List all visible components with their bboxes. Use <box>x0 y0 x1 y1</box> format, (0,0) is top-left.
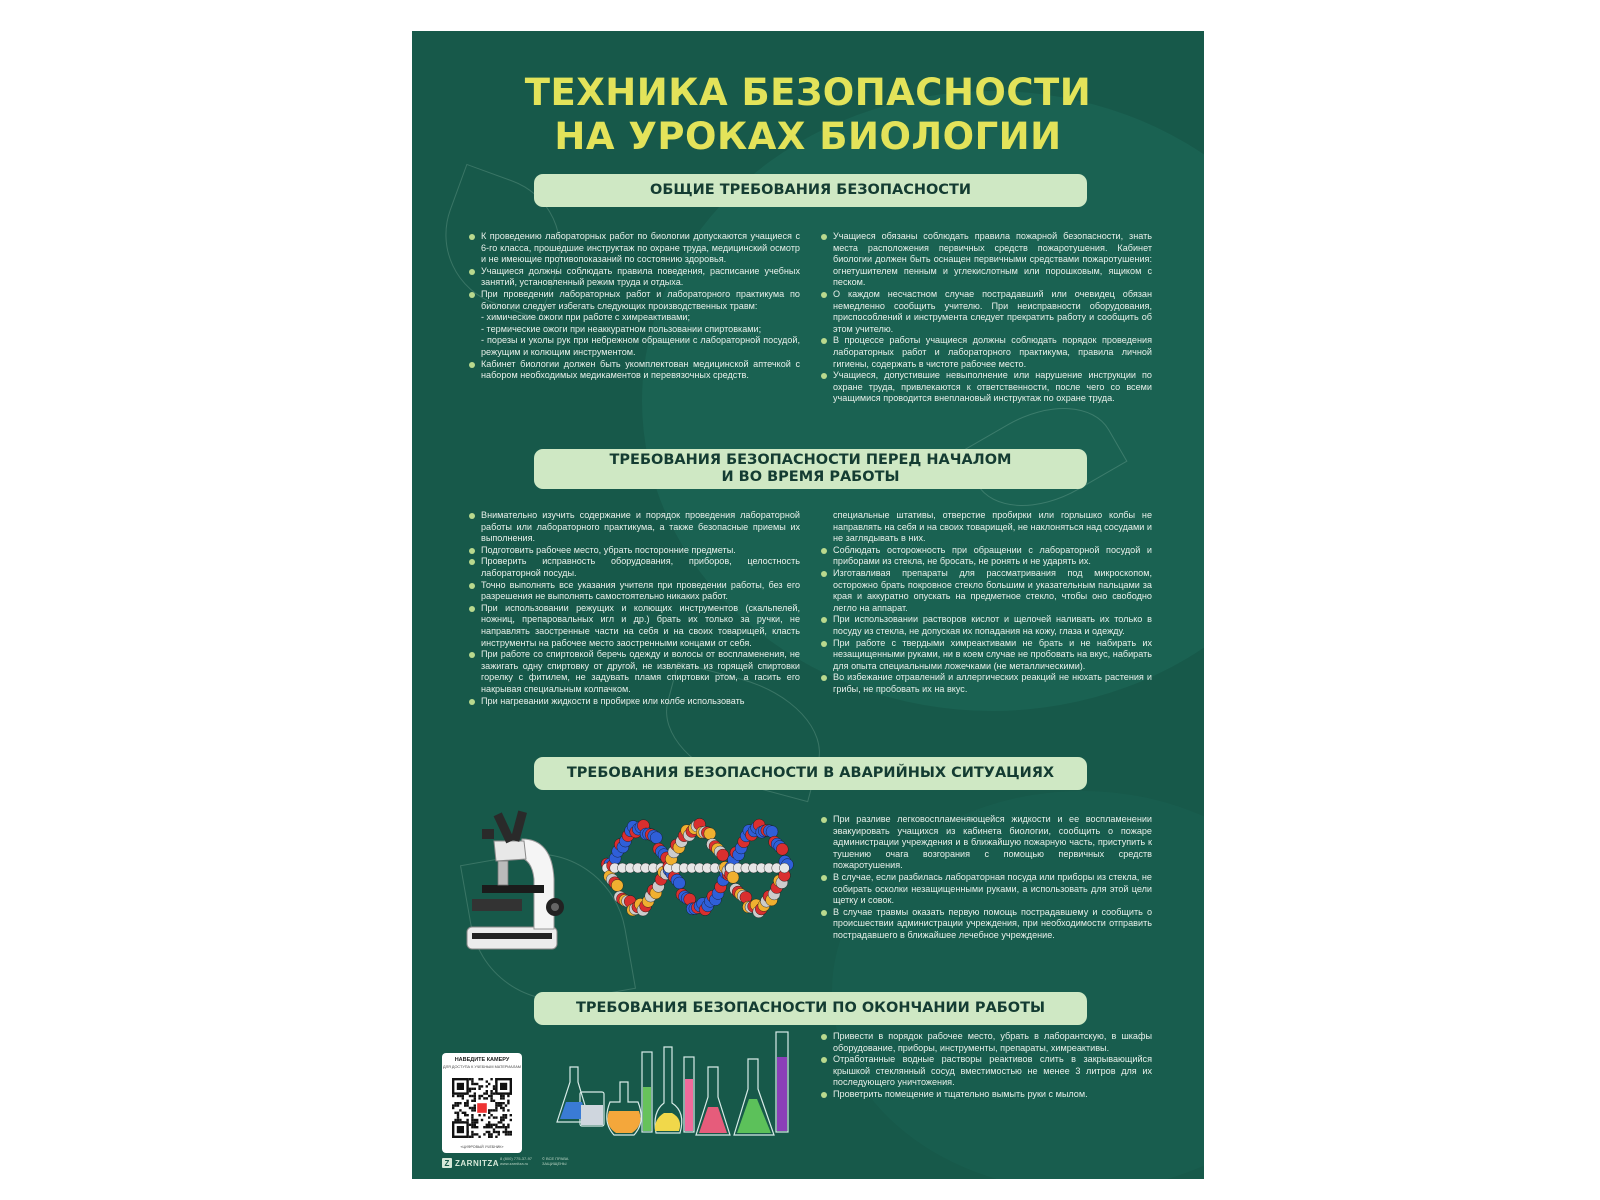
list-item: Проветрить помещение и тщательно вымыть руки с мылом. <box>819 1089 1152 1101</box>
list-item: В процессе работы учащиеся должны соблюдать порядок проведения лабораторных работ и лабораторного практикума, правила личной гигиены, содержать в чистоте рабочее место. <box>819 335 1152 370</box>
list-item: Соблюдать осторожность при обращении с лабораторной посудой и приборами из стекла, не бросать, не ронять и не ударять их. <box>819 545 1152 568</box>
list-item-continuation: специальные штативы, отверстие пробирки или горлышко колбы не направлять на себя и на своих товарищей, не наклоняться над сосудами и не заглядывать в них. <box>833 510 1152 544</box>
list-item: В случае, если разбилась лабораторная посуда или приборы из стекла, не собирать осколки незащищенными руками, а использовать для этой цели щетку и совок. <box>819 872 1152 907</box>
section-header-end: ТРЕБОВАНИЯ БЕЗОПАСНОСТИ ПО ОКОНЧАНИИ РАБОТЫ <box>534 992 1087 1025</box>
before-left-column <box>467 510 800 707</box>
microscope-illustration <box>452 799 582 954</box>
poster <box>412 31 1204 1179</box>
qr-subtitle: ДЛЯ ДОСТУПА К УЧЕБНЫМ МАТЕРИАЛАМ <box>443 1065 521 1069</box>
end-right-column <box>819 1031 1152 1101</box>
list-item-text: При проведении лабораторных работ и лабораторного практикума по биологии следует избегать следующих производственных травм: <box>481 288 800 311</box>
qr-title: НАВЕДИТЕ КАМЕРУ <box>454 1057 510 1063</box>
list-item: Привести в порядок рабочее место, убрать в лаборантскую, в шкафы оборудование, приборы, инструменты, препараты, химреактивы. <box>819 1031 1152 1054</box>
list-item: Подготовить рабочее место, убрать посторонние предметы. <box>467 545 800 557</box>
general-left-column <box>467 231 800 382</box>
list-item: При использовании растворов кислот и щелочей наливать их только в посуду из стекла, не допуская их попадания на кожу, глаза и одежду. <box>819 614 1152 637</box>
rights-line: © ВСЕ ПРАВА <box>542 1156 569 1161</box>
contact-website: www.zarnitza.ru <box>500 1161 529 1166</box>
list-item <box>467 289 800 359</box>
general-right-column <box>819 231 1152 405</box>
list-item: О каждом несчастном случае пострадавший или очевидец обязан немедленно сообщить учителю. При неисправности оборудования, приспособлений и инструмента следует прекратить работу и сообщить об этом учителю. <box>819 289 1152 335</box>
laboratory-flasks-illustration <box>552 1027 797 1142</box>
section-header-general: ОБЩИЕ ТРЕБОВАНИЯ БЕЗОПАСНОСТИ <box>534 174 1087 207</box>
zarnitza-logo-icon: Z <box>442 1158 452 1168</box>
list-item: К проведению лабораторных работ по биологии допускаются учащиеся с 6-го класса, прошедшие инструктаж по охране труда, медицинский осмотр и не имеющие противопоказаний по состоянию здоровья. <box>467 231 800 266</box>
qr-code-icon[interactable] <box>452 1078 512 1138</box>
before-right-column <box>819 510 1152 696</box>
qr-card <box>442 1053 522 1153</box>
list-item: Отработанные водные растворы реактивов слить в закрывающийся крышкой стеклянный сосуд вместимостью не менее 3 литров для их последующего уничтожения. <box>819 1054 1152 1089</box>
list-item: При работе со спиртовкой беречь одежду и волосы от воспламенения, не зажигать одну спиртовку от другой, не извлекать из горящей спиртовки горелку с фитилем, не задувать пламя спиртовки ртом, а гасить его накрывая специальным колпачком. <box>467 649 800 695</box>
list-item: В случае травмы оказать первую помощь пострадавшему и сообщить о происшествии администрации учреждения, при необходимости отправить пострадавшего в ближайшее лечебное учреждение. <box>819 907 1152 942</box>
contact-phone: 8 (800) 775-37-97 <box>500 1156 533 1161</box>
qr-footer: «ЦИФРОВЫЙ УЧЕБНИК» <box>460 1145 504 1149</box>
dna-molecule-illustration <box>597 806 797 931</box>
list-item: Внимательно изучить содержание и порядок проведения лабораторной работы или лабораторного практикума, а также безопасные приемы их выполнения. <box>467 510 800 545</box>
list-item: При работе с твердыми химреактивами не брать и не набирать их незащищенными руками, ни в коем случае не пробовать на вкус, набирать для опыта специальными ложечками (не металлическими). <box>819 638 1152 673</box>
list-item: Учащиеся обязаны соблюдать правила пожарной безопасности, знать места расположения первичных средств пожаротушения. Кабинет биологии должен быть оснащен первичными средствами пожаротушения: огнетушителем пенным и углекислотным или порошковым, ящиком с песком. <box>819 231 1152 289</box>
poster-title-line2: НА УРОКАХ БИОЛОГИИ <box>554 115 1062 158</box>
sub-item: - порезы и уколы рук при небрежном обращении с лабораторной посудой, режущим и колющим инструментом. <box>481 335 800 357</box>
list-item: При нагревании жидкости в пробирке или колбе использовать <box>467 696 800 708</box>
list-item: Учащиеся должны соблюдать правила поведения, расписание учебных занятий, установленный режим труда и отдыха. <box>467 266 800 289</box>
section-header-line: И ВО ВРЕМЯ РАБОТЫ <box>721 469 900 485</box>
brand-name: ZARNITZA <box>455 1158 499 1168</box>
list-item: При разливе легковоспламеняющейся жидкости и ее воспламенении эвакуировать учащихся из кабинета биологии, сообщить о пожаре администрации учреждения и в ближайшую пожарную часть, приступить к тушению очага возгорания с помощью первичных средств пожаротушения. <box>819 814 1152 872</box>
rights-line: ЗАЩИЩЕНЫ <box>542 1161 567 1166</box>
poster-title-line1: ТЕХНИКА БЕЗОПАСНОСТИ <box>524 71 1092 114</box>
list-item: Точно выполнять все указания учителя при проведении работы, без его разрешения не выполнять самостоятельно никаких работ. <box>467 580 800 603</box>
brand-rights <box>542 1156 568 1166</box>
list-item: Во избежание отравлений и аллергических реакций не нюхать растения и грибы, не пробовать их на вкус. <box>819 672 1152 695</box>
sub-item: - термические ожоги при неаккуратном пользовании спиртовками; <box>481 323 762 334</box>
list-item: Проверить исправность оборудования, приборов, целостность лабораторной посуды. <box>467 556 800 579</box>
section-header-line: ТРЕБОВАНИЯ БЕЗОПАСНОСТИ ПЕРЕД НАЧАЛОМ <box>609 452 1012 468</box>
section-header-before <box>534 449 1087 489</box>
emergency-right-column <box>819 814 1152 942</box>
section-header-emergency: ТРЕБОВАНИЯ БЕЗОПАСНОСТИ В АВАРИЙНЫХ СИТУАЦИЯХ <box>534 757 1087 790</box>
brand-contact <box>500 1156 532 1166</box>
list-item: Изготавливая препараты для рассматривания под микроскопом, осторожно брать покровное стекло большим и указательным пальцами за края и аккуратно опускать на предметное стекло, чтобы оно свободно легло на аппарат. <box>819 568 1152 614</box>
list-item: При использовании режущих и колющих инструментов (скальпелей, ножниц, препаровальных игл и др.) брать их только за ручки, не направлять заостренные части на себя и на своих товарищей, класть инструменты на рабочее место заостренными концами от себя. <box>467 603 800 649</box>
brand-logo <box>442 1158 499 1168</box>
list-item: Учащиеся, допустившие невыполнение или нарушение инструкции по охране труда, привлекаются к ответственности, после чего со всеми учащимися проводится внеплановый инструктаж по охране труда. <box>819 370 1152 405</box>
list-item: Кабинет биологии должен быть укомплектован медицинской аптечкой с набором необходимых медикаментов и перевязочных средств. <box>467 359 800 382</box>
sub-item: - химические ожоги при работе с химреактивами; <box>481 312 691 323</box>
